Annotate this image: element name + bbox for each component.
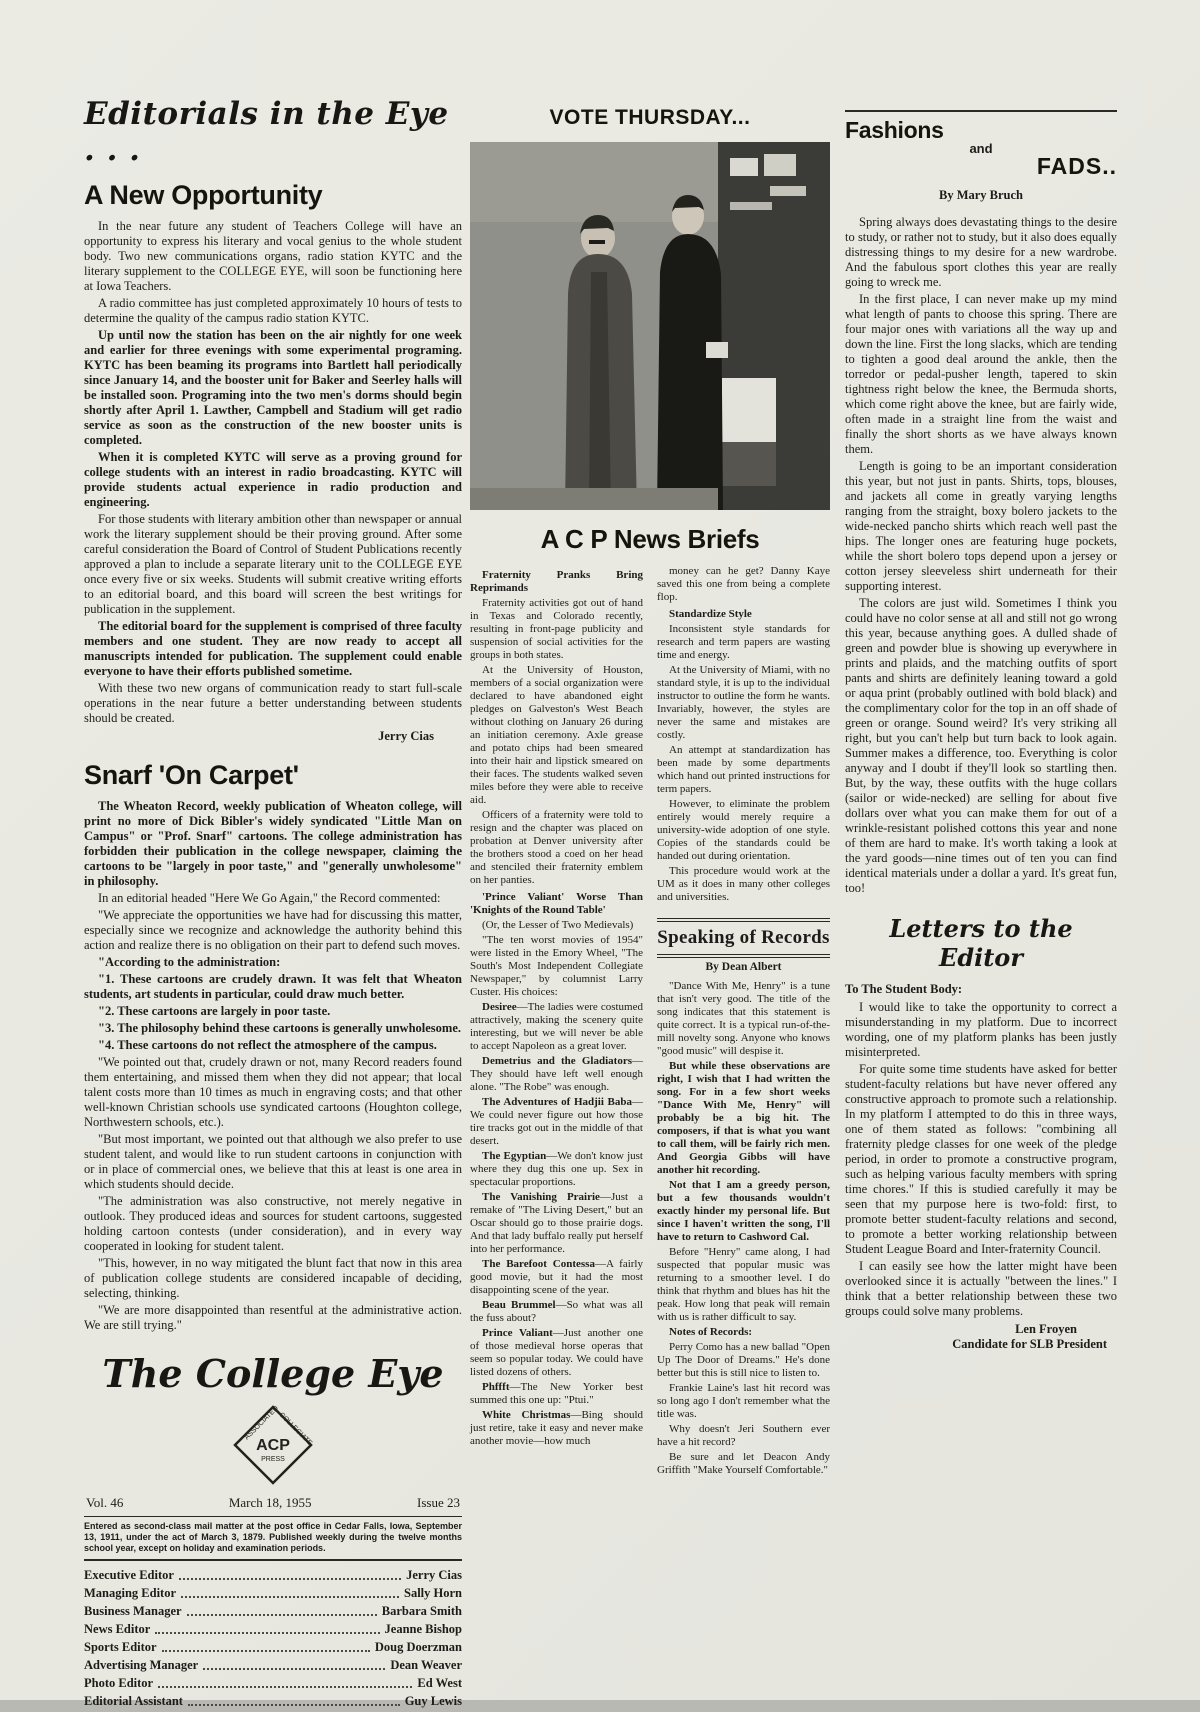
acp-item-text: At the University of Houston, members of a social organization were declared to have abandoned eight pledges on Galveston's West Beach without clothing on January 26 during an initiation ceremony. Axle grease and potato chips had been smeared into their hair and lipstick smeared on their faces. The students walked seven miles before they were able to receive aid. <box>470 664 643 806</box>
dotted-leader <box>155 1632 379 1634</box>
paragraph-text: For those students with literary ambition other than newspaper or annual work the literary supplement should be their proving ground. After some careful consideration the Board of Control of Student Publications recently approved a plan to include a separate literary unit to the COLLEGE EYE once every five or six weeks. Students will submit creative writing efforts to an editorial board, and this board will screen the best writings for publication in the supplement. <box>84 512 462 616</box>
acp-item-text: —Just another one of those medieval horse operas that seem so popular today. We could have listed dozens of others. <box>470 1327 644 1378</box>
paragraph: Spring always does devastating things to the desire to study, or rather not to study, but it also does equally distressing things to my desire for a new wardrobe. And the fabulous sport clothes this year are really going to wreck me. <box>845 215 1117 289</box>
logo-monogram-text: ACP <box>256 1437 290 1454</box>
acp-item <box>470 1327 643 1379</box>
acp-item-text: —Bing should just retire, take it easy and never make another movie—how much <box>470 1409 643 1447</box>
acp-item-lead: Prince Valiant <box>482 1327 553 1339</box>
paragraph: The colors are just wild. Sometimes I think you could have no color sense at all and still not go wrong this year, because anything goes. A dulled shade of green and powder blue is showing up everywhere in prints and plaids, and the matching outfits of sport pants and shirts are definitely leaning toward a gold or aqua print (probably outlined with bold black) and the complimentary color for the top in an off shade of green or orange. Sound weird? It's very striking all right, but you can't help but turn back to look again. Summer makes a difference, too. Everything is color anyway and I doubt if they'll look so startling then. But, by the way, these outfits with the huge collars (sailor or wide-necked) are selling for about five dollars over what you can make them for out of a wrinkle-resistant polished cottons this year and none of them are hard to make. It's worth taking a look at the yard goods—nine times out of ten you can find identical materials under a dollar a yard. It's great fun, too! <box>845 596 1117 895</box>
paragraph-text: "2. These cartoons are largely in poor taste. <box>98 1004 331 1018</box>
acp-item <box>470 891 643 917</box>
paragraph <box>84 1038 462 1053</box>
staff-row <box>84 1568 462 1583</box>
masthead <box>84 1351 462 1709</box>
speaking-of-records-section <box>657 918 830 1477</box>
logo-arc-left-text: ASSOCIATED <box>243 1404 280 1442</box>
paragraph-text: In the near future any student of Teachers College will have an opportunity to express his literary and vocal genius to the whole student body. Two new communications organs, radio station KYTC and the literary supplement to the COLLEGE EYE, will soon be functioning here at Iowa Teachers. <box>84 219 462 293</box>
center-column <box>470 106 830 1479</box>
paragraph: I would like to take the opportunity to correct a misunderstanding in my platform. Due to incorrect wording, one of my platform planks has been justly misinterpreted. <box>845 1000 1117 1059</box>
staff-title: Managing Editor <box>84 1586 177 1600</box>
acp-item-text: Fraternity Pranks Bring Reprimands <box>470 569 643 594</box>
paragraph <box>84 1055 462 1130</box>
paragraph <box>84 219 462 294</box>
dotted-leader <box>188 1704 400 1706</box>
fashions-title: Fashions <box>845 117 944 143</box>
article-snarf <box>84 760 462 1333</box>
records-item-text: Frankie Laine's last hit record was so long ago I don't remember what the title was. <box>657 1382 830 1420</box>
staff-title: Executive Editor <box>84 1568 174 1582</box>
vote-thursday-header: VOTE THURSDAY... <box>549 106 751 129</box>
acp-item <box>470 569 643 595</box>
acp-item <box>470 1001 643 1053</box>
letters-script-header: Letters to the Editor <box>889 914 1073 972</box>
acp-press-logo-icon <box>230 1402 316 1488</box>
records-item <box>657 1423 830 1449</box>
acp-item <box>657 865 830 904</box>
acp-item-text: Fraternity activities got out of hand in Texas and Colorado recently, resulting in front-page publicity and suspension of social activities for the groups in both states. <box>470 597 643 661</box>
records-item-text: But while these observations are right, I wish that I had written the song. For in a few short weeks "Dance With Me, Henry" will probably be a big hit. The composers, if that is what you want to call them, will be fairly rich men. And Georgia Gibbs will have another hit recording. <box>657 1060 830 1176</box>
records-item <box>657 1451 830 1477</box>
records-item <box>657 1326 830 1339</box>
acp-item-lead: Demetrius and the Gladiators <box>482 1055 632 1067</box>
staff-title: Business Manager <box>84 1604 182 1618</box>
new-opportunity-body <box>84 219 462 726</box>
acp-item <box>470 919 643 932</box>
acp-item <box>470 1409 643 1448</box>
paragraph: I can easily see how the latter might have been overlooked since it is actually "between the lines." I think that a better relationship between these two groups could solve many problems. <box>845 1259 1117 1318</box>
staff-row <box>84 1586 462 1601</box>
paragraph <box>84 619 462 679</box>
acp-item-text: Officers of a fraternity were told to resign and the chapter was placed on probation at Denver university after the brothers stood a coed on her head and stenciled their fraternity emblem on her panties. <box>470 809 643 886</box>
acp-logo-wrap <box>84 1402 462 1493</box>
staff-name: Jeanne Bishop <box>384 1622 462 1636</box>
records-item-text: Not that I am a greedy person, but a few thousands wouldn't exactly hinder my personal life. But since I haven't written the song, I'll have to return to Cashword Cal. <box>657 1179 830 1243</box>
paragraph: Length is going to be an important consideration this year, but not just in pants. Shirts, tops, blouses, and jackets all come in greatly varying lengths ranging from the straight, boxy bolero jackets to the wide-necked pancho shirts which reach well past the hips. The longer ones are featuring huge pockets, while the short bolero tops depend upon a jersey or cotton jersey sleeveless shirt underneath for their supporting interest. <box>845 459 1117 593</box>
snarf-body <box>84 799 462 1333</box>
acp-item-lead: Beau Brummel <box>482 1299 556 1311</box>
paragraph-text: In an editorial headed "Here We Go Again," the Record commented: <box>98 891 441 905</box>
acp-item-text: —We don't know just where they dug this one up. Sex in spectacular proportions. <box>470 1150 643 1188</box>
acp-item <box>470 1299 643 1325</box>
dotted-leader <box>158 1686 412 1688</box>
acp-item-text: However, to eliminate the problem entirely would merely require a university-wide adoption of one style. Copies of the standards could be handed out during orientation. <box>657 798 830 862</box>
acp-item <box>470 809 643 887</box>
paragraph <box>84 1256 462 1301</box>
paragraph <box>84 296 462 326</box>
dotted-leader <box>162 1650 370 1652</box>
letters-section <box>845 914 1117 1352</box>
paragraph-text: "4. These cartoons do not reflect the atmosphere of the campus. <box>98 1038 437 1052</box>
acp-item-text: —So what was all the fuss about? <box>470 1299 643 1324</box>
acp-item-lead: The Barefoot Contessa <box>482 1258 595 1270</box>
paragraph <box>84 512 462 617</box>
nameplate: The College Eye <box>102 1351 444 1396</box>
records-item-text: Notes of Records: <box>669 1326 753 1338</box>
letter-body <box>845 1000 1117 1319</box>
paragraph-text: A radio committee has just completed approximately 10 hours of tests to determine the quality of the campus radio station KYTC. <box>84 296 462 325</box>
paragraph-text: Up until now the station has been on the air nightly for one week and earlier for three evenings with some experimental programing. KYTC has been beaming its programs into Bartlett hall periodically since January 14, and the booster unit for Baker and Seerley halls will be installed soon. Programing into the two men's dorms should begin shortly after April 1. Lawther, Campbell and Stadium will get radio service as soon as the construction of the new booster units is completed. <box>84 328 462 447</box>
records-item-text: Before "Henry" came along, I had suspected that popular music was returning to a smoother level. I do think that rhythm and blues has hit the peak. How long that peak will remain with us is rather difficult to say. <box>657 1246 830 1323</box>
editorials-script-header: Editorials in the Eye . . . <box>84 96 449 168</box>
staff-name: Ed West <box>417 1676 462 1690</box>
paragraph <box>84 1021 462 1036</box>
staff-title: Sports Editor <box>84 1640 157 1654</box>
records-item-text: Be sure and let Deacon Andy Griffith "Make Yourself Comfortable." <box>657 1451 830 1476</box>
records-item <box>657 1382 830 1421</box>
acp-item <box>657 664 830 742</box>
letter-signature: Len Froyen <box>1015 1322 1077 1336</box>
date-label: March 18, 1955 <box>228 1495 312 1510</box>
records-headline: Speaking of Records <box>657 927 830 948</box>
bottom-rule <box>657 954 830 958</box>
staff-name: Jerry Cias <box>406 1568 462 1582</box>
paragraph-text: "We are more disappointed than resentful at the administrative action. We are still trying." <box>84 1303 462 1332</box>
staff-row <box>84 1622 462 1637</box>
paragraph: In the first place, I can never make up my mind what length of pants to choose this spring. There are four major ones with variations all the way up and down the line. First the long slacks, which are tending to tighten a good deal around the ankle, then the torredor or pedal-pusher length, tapered to skin tightness right below the knee, the Bermuda shorts, which come right above the knee, but are fairly wide, often made in a straight line from the waist and finally the short shorts as we have always known them. <box>845 292 1117 456</box>
fashions-byline: By Mary Bruch <box>938 188 1024 202</box>
fashions-body <box>845 215 1117 896</box>
acp-item-lead: The Adventures of Hadjii Baba <box>482 1096 632 1108</box>
paragraph-text: When it is completed KYTC will serve as a proving ground for college students with an interest in radio broadcasting. KYTC will provide students actual experience in radio production and engineering. <box>84 450 462 509</box>
records-item <box>657 1179 830 1244</box>
acp-item-text: 'Prince Valiant' Worse Than 'Knights of the Round Table' <box>470 891 643 916</box>
staff-name: Guy Lewis <box>404 1694 462 1708</box>
acp-item <box>657 608 830 621</box>
staff-row <box>84 1640 462 1655</box>
acp-item-lead: Phffft <box>482 1381 510 1393</box>
acp-item <box>470 1258 643 1297</box>
dotted-leader <box>181 1596 399 1598</box>
paragraph <box>84 955 462 970</box>
dotted-leader <box>187 1614 377 1616</box>
paragraph <box>84 1004 462 1019</box>
paragraph <box>84 1194 462 1254</box>
acp-item-text: —Just a remake of "The Living Desert," but an Oscar should go to those prairie dogs. And that lady buffalo really put herself into her performance. <box>470 1191 644 1255</box>
paragraph <box>84 891 462 906</box>
acp-item-text: —They should have left well enough alone. "The Robe" was enough. <box>470 1055 643 1093</box>
paragraph-text: The Wheaton Record, weekly publication of Wheaton college, will print no more of Dick Bibler's widely syndicated "Little Man on Campus" or "Prof. Snarf" cartoons. The college administration has forbidden their publication in the college newspaper, claiming the cartoons to be "largely in poor taste," and "generally unwholesome" in philosophy. <box>84 799 462 888</box>
staff-name: Barbara Smith <box>381 1604 462 1618</box>
staff-row <box>84 1604 462 1619</box>
paragraph <box>84 799 462 889</box>
records-item <box>657 1060 830 1177</box>
acp-briefs-columns <box>470 565 830 1479</box>
acp-item-lead: The Egyptian <box>482 1150 547 1162</box>
records-item <box>657 1341 830 1380</box>
acp-item <box>470 1381 643 1407</box>
letter-signature-role: Candidate for SLB President <box>952 1337 1107 1351</box>
paragraph-text: "This, however, in no way mitigated the blunt fact that now in this area of publication college students are considered incapable of deciding, selecting, thinking. <box>84 1256 462 1300</box>
acp-item-text: Inconsistent style standards for research and term papers are wasting time and energy. <box>657 623 830 661</box>
acp-item <box>470 597 643 662</box>
acp-item <box>470 1096 643 1148</box>
dotted-leader <box>203 1668 385 1670</box>
editorial-signature: Jerry Cias <box>378 729 434 743</box>
fads-title: FADS.. <box>1036 153 1117 179</box>
logo-arc-right-text: COLLEGIATE <box>277 1411 314 1448</box>
acp-item-text: (Or, the Lesser of Two Medievals) <box>482 919 634 931</box>
staff-row <box>84 1676 462 1691</box>
acp-item <box>470 1055 643 1094</box>
paragraph-text: With these two new organs of communication ready to start full-scale operations in the near future a better understanding between students should be created. <box>84 681 462 725</box>
paragraph-text: "3. The philosophy behind these cartoons is generally unwholesome. <box>98 1021 462 1035</box>
records-item-text: "Dance With Me, Henry" is a tune that isn't very good. The title of the song indicates that this statement is quite correct. It is a typical run-of-the-mill novelty song. Anyone who knows "good music" will despise it. <box>657 980 830 1057</box>
staff-row <box>84 1694 462 1709</box>
acp-item-text: This procedure would work at the UM as it does in many other colleges and universities. <box>657 865 830 903</box>
acp-item-lead: The Vanishing Prairie <box>482 1191 600 1203</box>
staff-title: Editorial Assistant <box>84 1694 183 1708</box>
acp-item-lead: Desiree <box>482 1001 517 1013</box>
dotted-leader <box>179 1578 401 1580</box>
acp-item-text: Standardize Style <box>669 608 752 620</box>
acp-item-text: money can he get? Danny Kaye saved this one from being a complete flop. <box>657 565 830 603</box>
acp-item-text: An attempt at standardization has been made by some departments which hand out printed instructions for term papers. <box>657 744 830 795</box>
records-item-text: Perry Como has a new ballad "Open Up The Door of Dreams." He's done better but this is still nice to listen to. <box>657 1341 830 1379</box>
news-photo <box>470 142 830 510</box>
logo-press-text: PRESS <box>261 1456 285 1463</box>
acp-column-2-items <box>657 565 830 904</box>
acp-item <box>657 744 830 796</box>
acp-item-text: —We could never figure out how those tire tracks got out in the middle of that desert. <box>470 1096 643 1147</box>
acp-item-text: At the University of Miami, with no standard style, it is up to the individual instructor to outline the form he wants. Invariably, however, the styles are never the same and mistakes are costly. <box>657 664 830 741</box>
acp-item <box>470 664 643 807</box>
acp-item-text: —A fairly good movie, but it had the most disappointing scene of the year. <box>470 1258 643 1296</box>
records-item-text: Why doesn't Jeri Southern ever have a hit record? <box>657 1423 830 1448</box>
letter-salutation: To The Student Body: <box>845 982 963 996</box>
paragraph <box>84 328 462 448</box>
paragraph <box>84 681 462 726</box>
paragraph <box>84 1303 462 1333</box>
snarf-headline: Snarf 'On Carpet' <box>84 760 299 790</box>
fashions-top-rule <box>845 110 1117 112</box>
acp-item <box>470 1191 643 1256</box>
paragraph-text: The editorial board for the supplement is comprised of three faculty members and one student. They are now ready to accept all manuscripts intended for publication. The supplement could enable everyone to have their efforts published sometime. <box>84 619 462 678</box>
fashions-section <box>845 110 1117 896</box>
staff-name: Dean Weaver <box>390 1658 462 1672</box>
article-new-opportunity <box>84 180 462 744</box>
acp-item <box>470 934 643 999</box>
staff-list <box>84 1559 462 1709</box>
paragraph-text: "According to the administration: <box>98 955 281 969</box>
staff-row <box>84 1658 462 1673</box>
volume-row <box>86 1495 460 1511</box>
acp-item <box>470 1150 643 1189</box>
paragraph-text: "We appreciate the opportunities we have had for discussing this matter, especially since we recognize and acknowledge the authority behind this action and realize there is no obligation on their part to defend such moves. <box>84 908 462 952</box>
records-body <box>657 980 830 1477</box>
acp-item-lead: White Christmas <box>482 1409 571 1421</box>
staff-name: Doug Doerzman <box>374 1640 462 1654</box>
entry-notice: Entered as second-class mail matter at the post office in Cedar Falls, Iowa, September 13, 1911, under the act of March 3, 1879. Published weekly during the twelve months school year, except on holiday and examination periods. <box>84 1516 462 1554</box>
paragraph: For quite some time students have asked for better student-faculty relations but have never offered any constructive approach to promote such a relationship. In my platform I attempted to do this in three ways, one of them stated as follows: "combining all fraternity pledge classes for one week of the pledge period, in order to promote a constructive program, such as helping various faculty members with spring time chores." If this is studied carefully it may be seen that my purpose here is two-fold: first, to promote better student-faculty relations and second, to promote a better working relationship between Student League Board and Inter-fraternity Council. <box>845 1062 1117 1256</box>
acp-item-text: "The ten worst movies of 1954" were listed in the Emory Wheel, "The South's Most Independent Collegiate Newspaper," by columnist Larry Custer. His choices: <box>470 934 643 998</box>
news-photo-image <box>470 142 830 510</box>
paragraph <box>84 908 462 953</box>
acp-item <box>657 565 830 604</box>
records-item <box>657 1246 830 1324</box>
acp-column-2 <box>657 565 830 1479</box>
acp-item <box>657 798 830 863</box>
staff-title: Advertising Manager <box>84 1658 199 1672</box>
acp-item-text: —The New Yorker best summed this one up: "Ptui." <box>470 1381 643 1406</box>
staff-name: Sally Horn <box>404 1586 462 1600</box>
staff-title: Photo Editor <box>84 1676 154 1690</box>
records-item <box>657 980 830 1058</box>
right-column <box>845 110 1117 1352</box>
acp-briefs-headline: A C P News Briefs <box>540 524 760 554</box>
volume-label: Vol. 46 <box>86 1495 124 1510</box>
acp-item <box>657 623 830 662</box>
paragraph <box>84 972 462 1002</box>
paragraph <box>84 1132 462 1192</box>
top-rule <box>657 918 830 922</box>
paragraph-text: "We pointed out that, crudely drawn or not, many Record readers found them entertaining, and missed them when they did not appear; that local talent costs more than 10 times as much in engraving costs; and that other well-known Christian schools use syndicated cartoons (Houghton college, Northwestern schools, etc.). <box>84 1055 462 1129</box>
new-opportunity-headline: A New Opportunity <box>84 180 323 210</box>
fashions-title-and: and <box>969 141 993 156</box>
editorial-column <box>84 96 462 1712</box>
acp-item-text: —The ladies were costumed attractively, making the scenery quite interesting, but we will never be able to accept Napoleon as a great lover. <box>470 1001 643 1052</box>
paragraph-text: "But most important, we pointed out that although we also prefer to use student talent, and would like to run student cartoons in conjunction with or in place of commercial ones, we believe that this at least is one area in which students should decide. <box>84 1132 462 1191</box>
issue-label: Issue 23 <box>417 1495 460 1510</box>
acp-column-1 <box>470 565 643 1479</box>
paragraph <box>84 450 462 510</box>
records-byline: By Dean Albert <box>705 961 782 973</box>
paragraph-text: "1. These cartoons are crudely drawn. It was felt that Wheaton students, art students in particular, could draw much better. <box>84 972 462 1001</box>
paragraph-text: "The administration was also constructive, not merely negative in outlook. They produced ideas and sources for student cartoons, suggested holding cartoon contests (under consideration), and in every way cooperated in looking for student talent. <box>84 1194 462 1253</box>
staff-title: News Editor <box>84 1622 151 1636</box>
